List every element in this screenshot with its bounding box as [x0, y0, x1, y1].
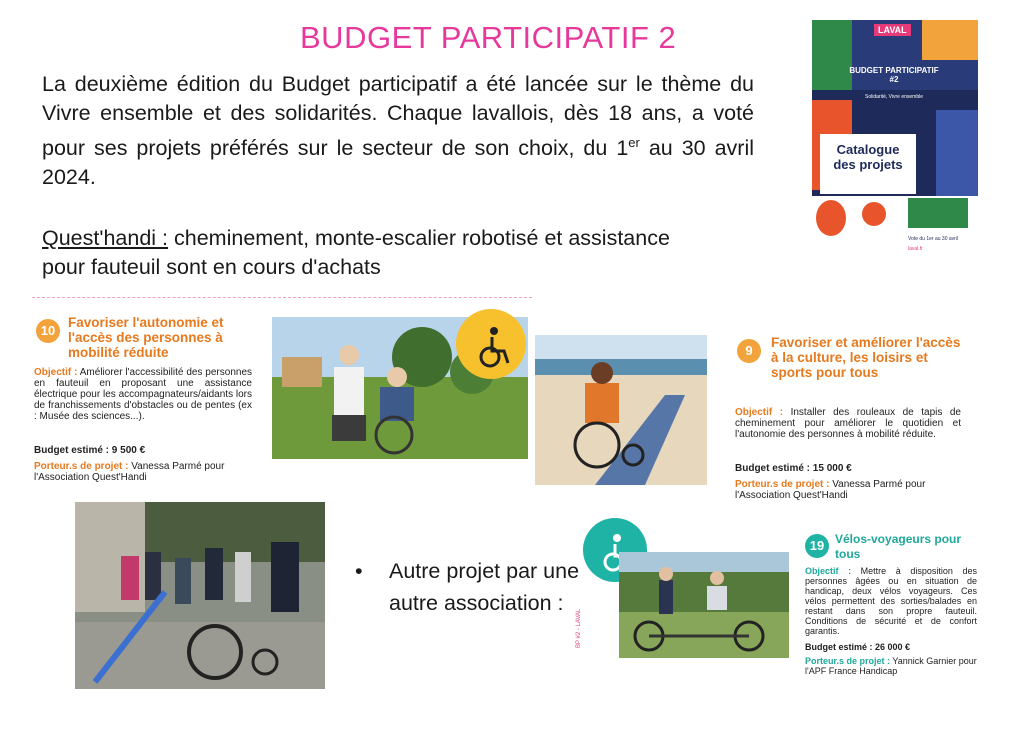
project-10-title: Favoriser l'autonomie et l'accès des personnes à mobilité réduite [68, 315, 224, 360]
objectif-label: Objectif : [735, 407, 784, 418]
objectif-text: Installer des rouleaux de tapis de cheminement pour améliorer le quotidien et l'autonomie des personnes à mobilité réduite. [735, 407, 961, 440]
porteur-label: Porteur.s de projet : [805, 656, 891, 666]
project-number-badge: 9 [737, 339, 761, 363]
project-19-budget: Budget estimé : 26 000 € [805, 642, 911, 652]
project-10-porteur [34, 461, 254, 483]
photo-velo-voyageurs [619, 552, 789, 658]
objectif-label: Objectif : [805, 566, 852, 576]
porteur-text: Yannick Garnier pour l'APF France Handicap [805, 656, 977, 676]
porteur-text: Vanessa Parmé pour l'Association Quest'Handi [735, 479, 926, 501]
page-title: BUDGET PARTICIPATIF 2 [300, 20, 677, 55]
project-10-objectif [34, 367, 252, 422]
project-9-porteur [735, 479, 965, 501]
project-19-title: Vélos-voyageurs pour tous [835, 532, 962, 561]
cover-logo: LAVAL [874, 24, 911, 36]
project-9-title: Favoriser et améliorer l'accès à la culture, les loisirs et sports pour tous [771, 335, 961, 380]
project-10-card [32, 297, 532, 499]
cover-catalogue-label: Catalogue des projets [833, 142, 903, 172]
cover-footer: laval.fr [908, 246, 923, 252]
side-label: BP #2 - LAVAL [576, 608, 582, 648]
porteur-label: Porteur.s de projet : [735, 479, 830, 490]
cover-illustration-bottom [812, 196, 978, 256]
catalogue-cover [812, 20, 978, 256]
intro-superscript: er [628, 135, 640, 150]
cover-vote-dates: Vote du 1er au 30 avril [908, 236, 959, 242]
porteur-label: Porteur.s de projet : [34, 461, 129, 472]
bullet-text: Autre projet par une autre association : [389, 559, 580, 615]
intro-text-end: au 30 avril 2024. [42, 136, 754, 190]
project-number-badge: 19 [805, 534, 829, 558]
cover-subtitle: Solidarité, Vivre ensemble [865, 94, 923, 100]
photo-beach-mat [535, 335, 707, 485]
wheelchair-icon [456, 309, 526, 379]
project-10-budget: Budget estimé : 9 500 € [34, 445, 146, 456]
project-9-card [535, 283, 975, 503]
project-9-objectif [735, 407, 961, 440]
project-9-budget: Budget estimé : 15 000 € [735, 463, 852, 474]
intro-text: La deuxième édition du Budget participatif a été lancée sur le thème du Vivre ensemble et des solidarités. Chaque lavallois, dès 18 ans, a voté pour ses projets préférés sur le secteur de son choix, du 1 [42, 72, 754, 161]
photo-stair-climber-demo [75, 502, 325, 689]
project-19-card [583, 518, 978, 698]
intro-paragraph [42, 70, 754, 192]
porteur-text: Vanessa Parmé pour l'Association Quest'Handi [34, 461, 225, 483]
objectif-text: Mettre à disposition des personnes âgées ou en situation de handicap, deux vélos voyageurs. Ces vélos permettent des sorties/balades en restant dans son propre fauteuil. Conditions de sécurité et de confort garantis. [805, 566, 977, 636]
questhandi-paragraph [42, 224, 682, 282]
project-19-objectif [805, 566, 977, 636]
bullet-marker: • [355, 559, 363, 583]
cover-title: BUDGET PARTICIPATIF #2 [849, 66, 939, 84]
objectif-text: Améliorer l'accessibilité des personnes en fauteuil en proposant une assistance électrique pour les accompagnateurs/aidants lors de franchissements d'obstacles ou de pentes (ex : Musée des sciences...). [34, 367, 253, 422]
cover-card [820, 134, 916, 194]
questhandi-label: Quest'handi : [42, 226, 169, 250]
cover-illustration-right [936, 110, 978, 210]
project-number-badge: 10 [36, 319, 60, 343]
questhandi-text: cheminement, monte-escalier robotisé et assistance pour fauteuil sont en cours d'achats [42, 226, 670, 279]
objectif-label: Objectif : [34, 367, 78, 378]
divider [32, 297, 532, 298]
accessibility-badge [456, 309, 526, 379]
project-19-porteur [805, 656, 977, 676]
